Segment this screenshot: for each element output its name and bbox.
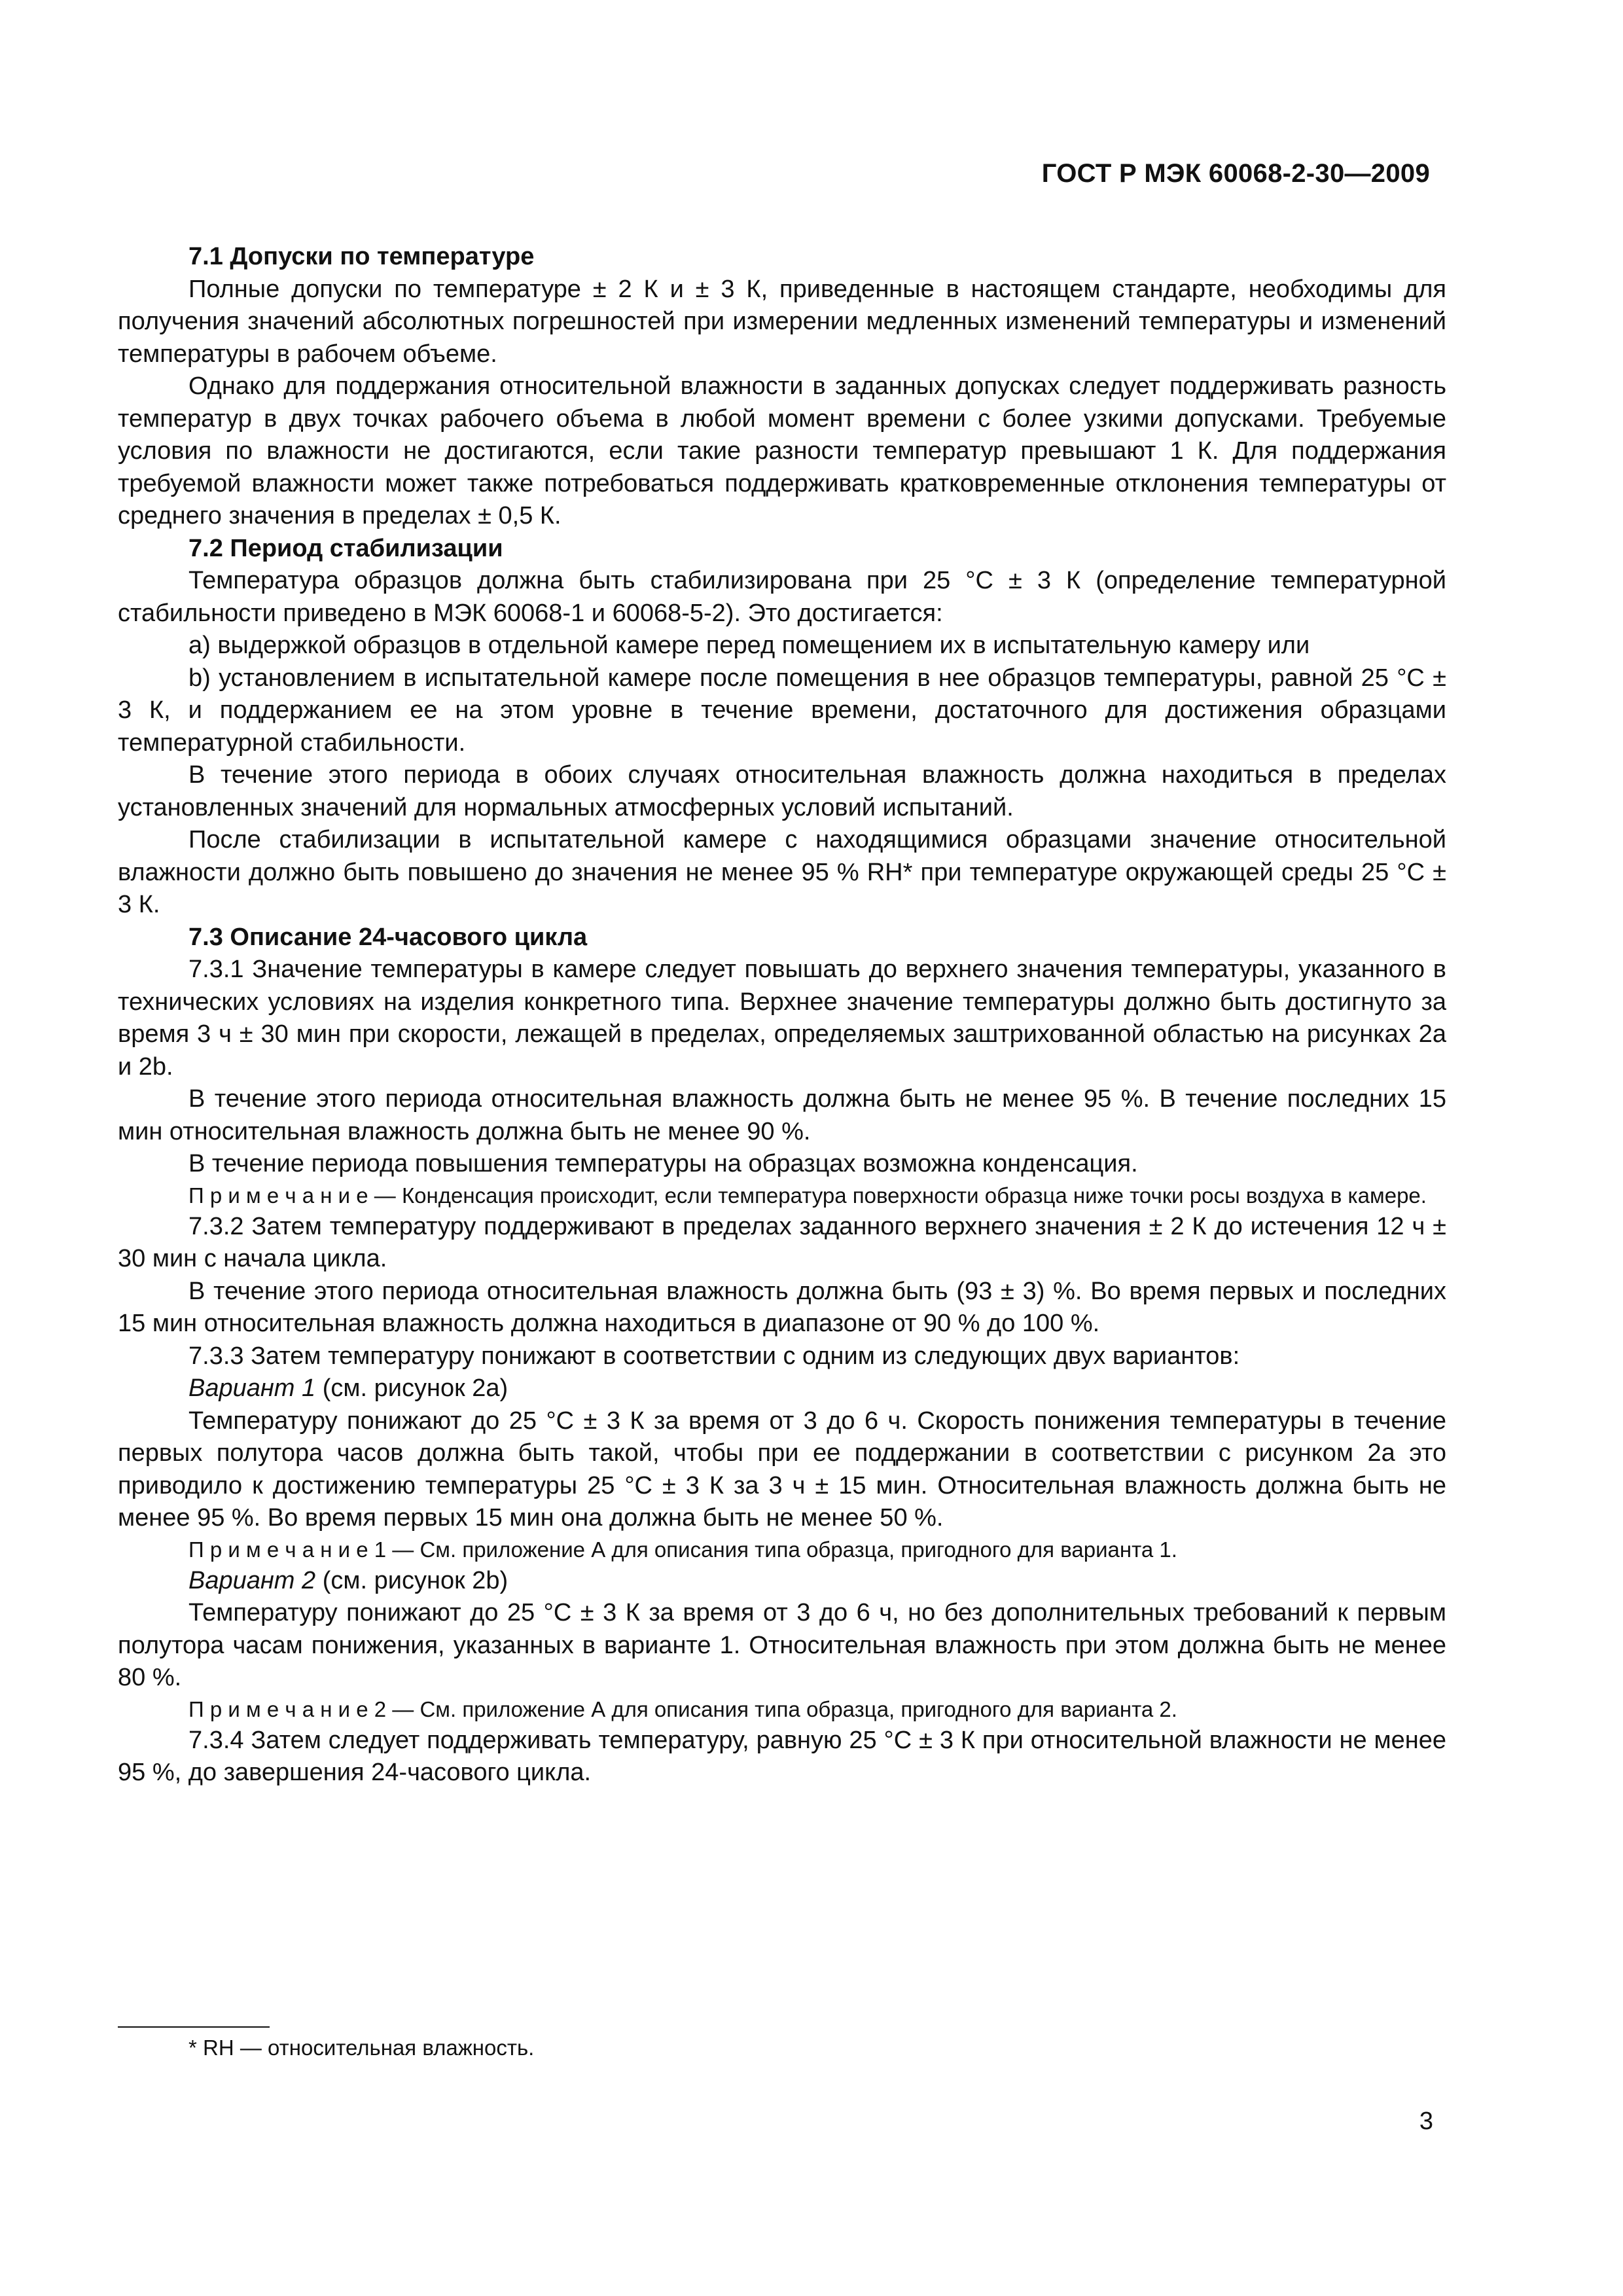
standard-designation: ГОСТ Р МЭК 60068-2-30—2009 [1041,159,1430,188]
paragraph: После стабилизации в испытательной камере с находящимися образцами значение относительной влажности должно быть повышено до значения не менее 95 % RH* при температуре окружающей среды 25 °С ± 3 К. [118,826,1446,918]
list-item-a: a) выдержкой образцов в отдельной камере перед помещением их в испытательную камеру или [188,632,1310,659]
paragraph: Полные допуски по температуре ± 2 К и ± 3 К, приведенные в настоящем стандарте, необходимы для получения значений абсолютных погрешностей при измерении медленных изменений температуры и изменений температуры в рабочем объеме. [118,275,1446,368]
variant-2-ref: (см. рисунок 2b) [315,1566,508,1594]
variant-1-heading [118,1372,1446,1405]
paragraph-7-3-3: 7.3.3 Затем температуру понижают в соответствии с одним из следующих двух вариантов: [188,1342,1240,1370]
variant-1-label: Вариант 1 [188,1374,316,1402]
note-2-label: П р и м е ч а н и е 2 [188,1696,387,1721]
paragraph: Температура образцов должна быть стабилизирована при 25 °С ± 3 К (определение температурной стабильности приведено в МЭК 60068-1 и 60068-5-2). Это достигается: [118,567,1446,627]
note-1-label: П р и м е ч а н и е 1 [188,1537,387,1562]
section-7-3-heading: 7.3 Описание 24-часового цикла [188,923,588,951]
page-number: 3 [1419,2108,1433,2135]
variant-2-heading [118,1565,1446,1598]
section-7-2-heading: 7.2 Период стабилизации [188,534,503,562]
paragraph: В течение периода повышения температуры на образцах возможна конденсация. [188,1150,1138,1177]
variant-1-ref: (см. рисунок 2а) [315,1374,508,1402]
footnote-divider [118,2026,270,2028]
variant-2-label: Вариант 2 [188,1566,316,1594]
note-text: — Конденсация происходит, если температура поверхности образца ниже точки росы воздуха в камере. [368,1183,1427,1208]
paragraph: В течение этого периода относительная влажность должна быть (93 ± 3) %. Во время первых и последних 15 мин относительная влажность должна находиться в диапазоне от 90 % до 100 %. [118,1277,1446,1337]
note-2-text: — См. приложение А для описания типа образца, пригодного для варианта 2. [386,1696,1177,1721]
list-item-b: b) установлением в испытательной камере после помещения в нее образцов температуры, равной 25 °С ± 3 К, и поддержанием ее на этом уровне в течение времени, достаточного для достижения образцами температурной стабильности. [118,664,1446,757]
variant-2-text: Температуру понижают до 25 °С ± 3 К за время от 3 до 6 ч, но без дополнительных требований к первым полутора часам понижения, указанных в варианте 1. Относительная влажность при этом должна быть не менее 80 %. [118,1599,1446,1691]
paragraph: В течение этого периода в обоих случаях относительная влажность должна находиться в пределах установленных значений для нормальных атмосферных условий испытаний. [118,761,1446,821]
note-1-text: — См. приложение А для описания типа образца, пригодного для варианта 1. [386,1537,1177,1562]
note [118,1181,1446,1211]
footnote: * RH — относительная влажность. [188,2036,535,2060]
section-7-1-heading: 7.1 Допуски по температуре [188,243,535,270]
paragraph: Однако для поддержания относительной влажности в заданных допусках следует поддерживать разность температур в двух точках рабочего объема в любой момент времени с более узкими допусками. Требуемые условия по влажности не достигаются, если такие разности температур превышают 1 К. Для поддержания требуемой влажности может также потребоваться поддерживать кратковременные отклонения температуры от среднего значения в пределах ± 0,5 К. [118,372,1446,529]
document-body [118,241,1446,1789]
note-1 [118,1535,1446,1565]
note-label: П р и м е ч а н и е [188,1183,368,1208]
paragraph-7-3-1: 7.3.1 Значение температуры в камере следует повышать до верхнего значения температуры, указанного в технических условиях на изделия конкретного типа. Верхнее значение температуры должно быть достигнуто за время 3 ч ± 30 мин при скорости, лежащей в пределах, определяемых заштрихованной областью на рисунках 2а и 2b. [118,956,1446,1081]
paragraph: В течение этого периода относительная влажность должна быть не менее 95 %. В течение последних 15 мин относительная влажность должна быть не менее 90 %. [118,1085,1446,1145]
paragraph-7-3-4: 7.3.4 Затем следует поддерживать температуру, равную 25 °С ± 3 К при относительной влажности не менее 95 %, до завершения 24-часового цикла. [118,1726,1446,1786]
note-2 [118,1695,1446,1725]
paragraph-7-3-2: 7.3.2 Затем температуру поддерживают в пределах заданного верхнего значения ± 2 К до истечения 12 ч ± 30 мин с начала цикла. [118,1212,1446,1272]
variant-1-text: Температуру понижают до 25 °С ± 3 К за время от 3 до 6 ч. Скорость понижения температуры в течение первых полутора часов должна быть такой, чтобы при ее поддержании в соответствии с рисунком 2а это приводило к достижению температуры 25 °С ± 3 К за 3 ч ± 15 мин. Относительная влажность должна быть не менее 95 %. Во время первых 15 мин она должна быть не менее 50 %. [118,1407,1446,1532]
